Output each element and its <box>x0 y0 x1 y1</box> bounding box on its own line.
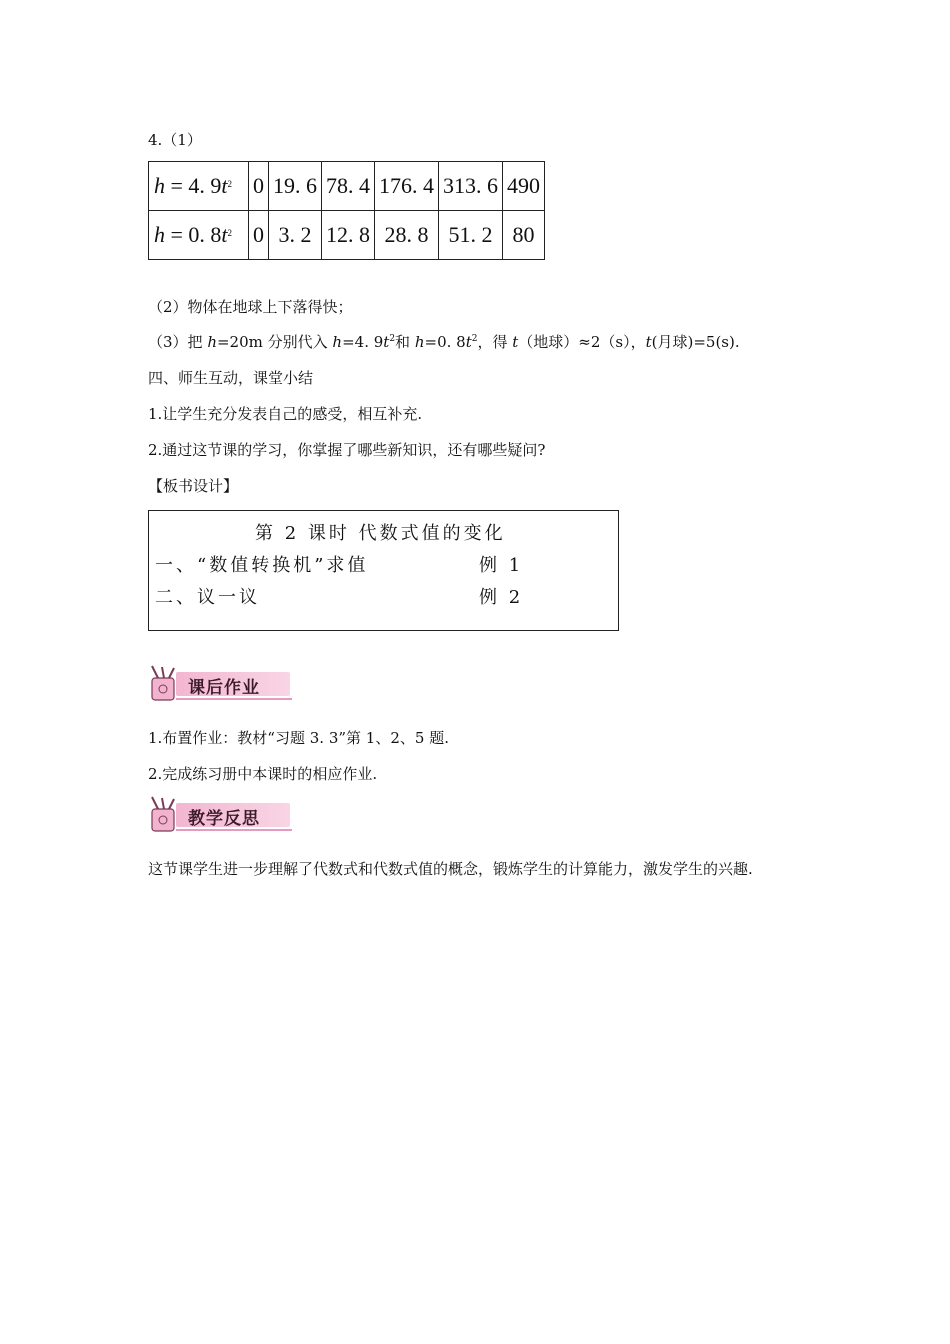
table-cell: 0 <box>249 211 269 260</box>
table-cell: 490 <box>503 162 545 211</box>
board-design-box <box>148 510 619 631</box>
table-cell: 51. 2 <box>439 211 503 260</box>
section-4-heading: 四、师生互动，课堂小结 <box>148 369 314 387</box>
reflection-banner <box>146 795 292 835</box>
homework-item-1: 1.布置作业：教材“习题 3. 3”第 1、2、5 题. <box>148 729 449 747</box>
question-4-label: 4.（1） <box>148 131 202 149</box>
table-cell: 313. 6 <box>439 162 503 211</box>
homework-banner <box>146 664 292 704</box>
pencil-cup-icon <box>146 795 186 835</box>
reflection-banner-title: 教学反思 <box>188 809 260 829</box>
table-cell: 78. 4 <box>322 162 375 211</box>
homework-banner-title: 课后作业 <box>188 678 260 698</box>
table-cell: 12. 8 <box>322 211 375 260</box>
answer-4-3: （3）把 h=20m 分别代入 h=4. $9t^2$和 h=0. $8t^2$，得 t（地球）≈2（s），t(月球)=5(s). <box>148 333 740 351</box>
homework-item-2: 2.完成练习册中本课时的相应作业. <box>148 765 378 783</box>
reflection-text: 这节课学生进一步理解了代数式和代数式值的概念，锻炼学生的计算能力，激发学生的兴趣. <box>148 860 753 878</box>
formula-cell: h = 0. $8t^2$ <box>149 211 249 260</box>
answer-4-2: （2）物体在地球上下落得快； <box>148 298 353 316</box>
table-cell: 0 <box>249 162 269 211</box>
table-row <box>149 162 545 211</box>
pencil-cup-icon <box>146 664 186 704</box>
table-cell: 80 <box>503 211 545 260</box>
board-title: 第 2 课时 代数式值的变化 <box>255 523 506 544</box>
summary-item-1: 1.让学生充分发表自己的感受，相互补充. <box>148 405 423 423</box>
board-row-1: 一、“数值转换机”求值 <box>155 555 369 576</box>
table-cell: 28. 8 <box>375 211 439 260</box>
board-row-2: 二、议一议 <box>155 587 260 608</box>
table-cell: 176. 4 <box>375 162 439 211</box>
formula-cell: h = 4. $9t^2$ <box>149 162 249 211</box>
summary-item-2: 2.通过这节课的学习，你掌握了哪些新知识，还有哪些疑问? <box>148 441 546 459</box>
values-table <box>148 161 545 260</box>
board-row-1-example: 例 1 <box>479 555 524 576</box>
table-cell: 3. 2 <box>269 211 322 260</box>
board-row-2-example: 例 2 <box>479 587 524 608</box>
board-design-heading: 【板书设计】 <box>148 477 239 495</box>
table-cell: 19. 6 <box>269 162 322 211</box>
table-row <box>149 211 545 260</box>
